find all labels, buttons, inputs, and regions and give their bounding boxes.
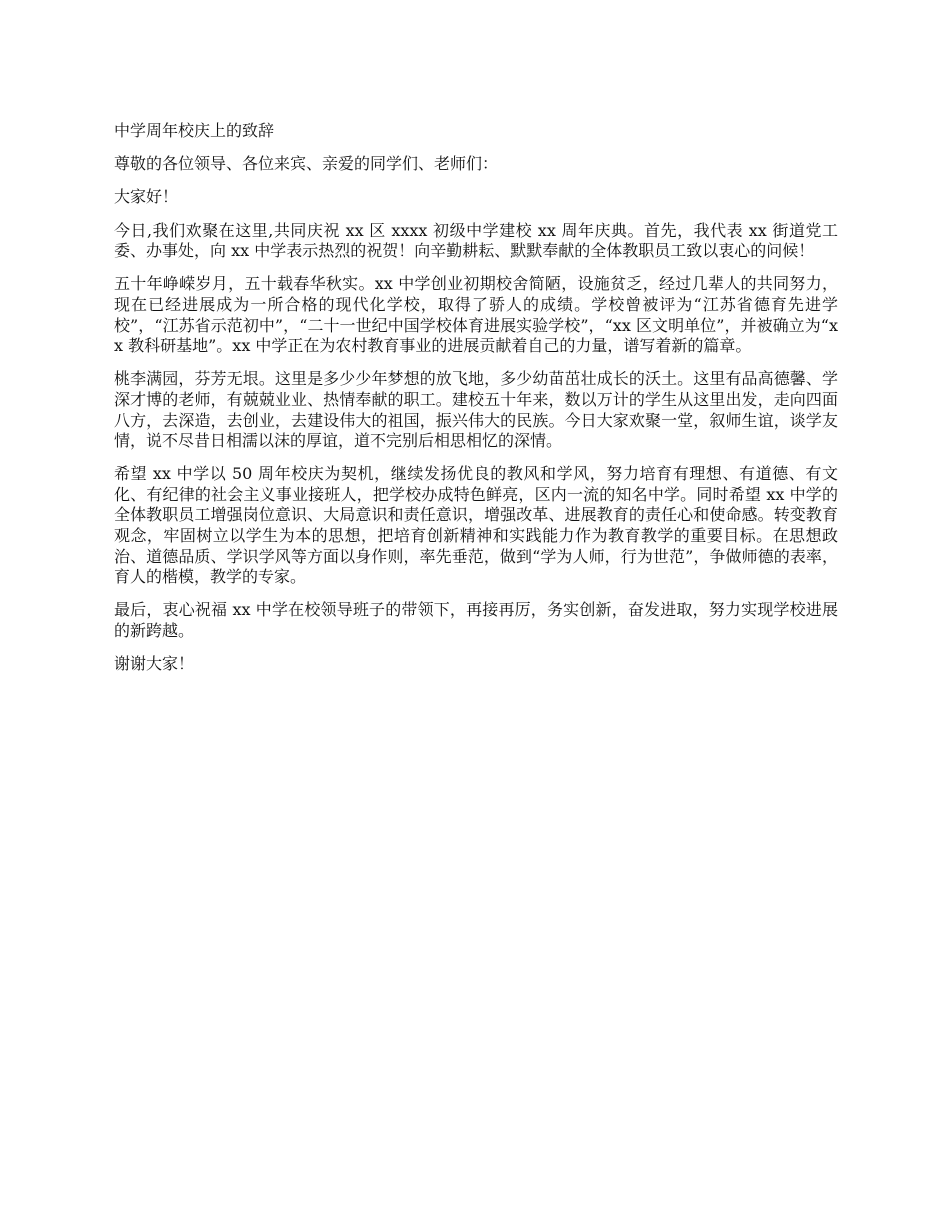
- paragraph-final-wishes: 最后，衷心祝福 xx 中学在校领导班子的带领下，再接再厉，务实创新，奋发进取，努力实现学校进展的新跨越。: [114, 600, 838, 641]
- salutation: 尊敬的各位领导、各位来宾、亲爱的同学们、老师们：: [114, 154, 499, 174]
- paragraph-hopes: 希望 xx 中学以 50 周年校庆为契机，继续发扬优良的教风和学风，努力培育有理想、有道德、有文化、有纪律的社会主义事业接班人，把学校办成特色鲜亮，区内一流的知名中学。同时希望 xx 中学的全体教职员工增强岗位意识、大局意识和责任意识，增强改革、进展教育的责任心和使命感。转变教育观念，牢固树立以学生为本的思想，把培育创新精神和实践能力作为教育教学的重要目标。在思想政治、道德品质、学识学风等方面以身作则，率先垂范，做到“学为人师，行为世范”，争做师德的表率，育人的楷模，教学的专家。: [114, 464, 838, 587]
- paragraph-achievements: 桃李满园，芬芳无垠。这里是多少少年梦想的放飞地，多少幼苗茁壮成长的沃土。这里有品高德馨、学深才博的老师，有兢兢业业、热情奉献的职工。建校五十年来，数以万计的学生从这里出发，走向四面八方，去深造，去创业，去建设伟大的祖国，振兴伟大的民族。今日大家欢聚一堂，叙师生谊，谈学友情，说不尽昔日相濡以沫的厚谊，道不完别后相思相忆的深情。: [114, 369, 838, 451]
- paragraph-history: 五十年峥嵘岁月，五十载春华秋实。xx 中学创业初期校舍简陋，设施贫乏，经过几辈人的共同努力，现在已经进展成为一所合格的现代化学校，取得了骄人的成绩。学校曾被评为“江苏省德育先进学校”，“江苏省示范初中”，“二十一世纪中国学校体育进展实验学校”，“xx 区文明单位”，并被确立为“xx 教科研基地”。xx 中学正在为农村教育事业的进展贡献着自己的力量，谱写着新的篇章。: [114, 274, 838, 356]
- closing: 谢谢大家！: [114, 654, 195, 674]
- document-body: [114, 121, 838, 687]
- greeting: 大家好！: [114, 187, 179, 207]
- document-title: 中学周年校庆上的致辞: [114, 121, 275, 140]
- paragraph-opening: 今日,我们欢聚在这里,共同庆祝 xx 区 xxxx 初级中学建校 xx 周年庆典。首先，我代表 xx 街道党工委、办事处，向 xx 中学表示热烈的祝贺！向辛勤耕耘、默默奉献的全体教职员工致以衷心的问候！: [114, 220, 838, 261]
